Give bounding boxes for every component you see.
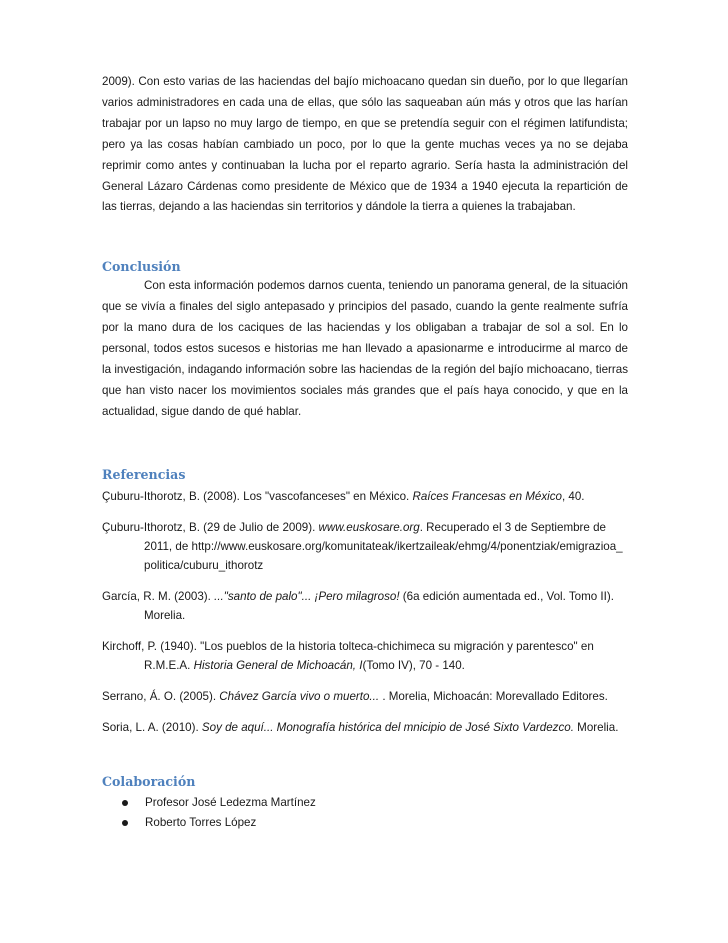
collaboration-heading: Colaboración	[102, 773, 196, 789]
reference-url[interactable]: http://www.euskosare.org/komunitateak/ikertzaileak/ehmg/4/ponentziak/emigrazioa_politica/cuburu_ithorotz	[144, 539, 623, 572]
conclusion-heading: Conclusión	[102, 259, 181, 275]
references-heading: Referencias	[102, 466, 186, 482]
reference-entry: Çuburu-Ithorotz, B. (2008). Los "vascofanceses" en México. Raíces Francesas en México, 40.	[102, 489, 585, 503]
reference-entry: Kirchoff, P. (1940). "Los pueblos de la historia tolteca-chichimeca su migración y parentesco" en R.M.E.A. Historia General de Michoacán, I(Tomo IV), 70 - 140.	[102, 639, 594, 672]
bullet-icon	[122, 800, 128, 806]
conclusion-paragraph: Con esta información podemos darnos cuenta, teniendo un panorama general, de la situación que se vivía a finales del siglo antepasado y principios del pasado, cuando la gente realmente sufría por la mano dura de los caciques de las haciendas y los obligaban a trabajar de sol a sol. En lo personal, todos estos sucesos e historias me han llevado a apasionarme e introducirme al marco de la investigación, indagando información sobre las haciendas de la región del bajío michoacano, tierras que han visto nacer los movimientos sociales más grandes que el país haya conocido, y que en la actualidad, sigue dando de qué hablar.	[102, 279, 628, 418]
reference-entry: Soria, L. A. (2010). Soy de aquí... Monografía histórica del mnicipio de José Sixto Vardezco. Morelia.	[102, 720, 619, 734]
references-list	[102, 487, 628, 737]
bullet-icon	[122, 820, 128, 826]
intro-paragraph: 2009). Con esto varias de las haciendas del bajío michoacano quedan sin dueño, por lo que llegarían varios administradores en cada una de ellas, que sólo las saqueaban aún más y otros que las harían trabajar por un lapso no muy largo de tiempo, en que se pretendía seguir con el régimen latifundista; pero ya las cosas habían cambiado un poco, por lo que la gente muchas veces ya no se dejaba reprimir como antes y continuaban la lucha por el reparto agrario. Sería hasta la administración del General Lázaro Cárdenas como presidente de México que de 1934 a 1940 ejecuta la repartición de las tierras, dejando a las haciendas sin territorios y dándole la tierra a quienes la trabajaban.	[102, 75, 628, 214]
reference-entry: Serrano, Á. O. (2005). Chávez García vivo o muerto... . Morelia, Michoacán: Morevallado Editores.	[102, 689, 608, 703]
reference-entry: Çuburu-Ithorotz, B. (29 de Julio de 2009). www.euskosare.org. Recuperado el 3 de Septiembre de 2011, de http://www.euskosare.org/komunitateak/ikertzaileak/ehmg/4/ponentziak/emigrazioa_politica/cuburu_ithorotz	[102, 520, 623, 572]
list-item: Profesor José Ledezma Martínez	[102, 793, 628, 813]
list-item: Roberto Torres López	[102, 813, 628, 833]
collaborators-list	[102, 793, 628, 833]
reference-entry: García, R. M. (2003). ..."santo de palo"... ¡Pero milagroso! (6a edición aumentada ed., Vol. Tomo II). Morelia.	[102, 589, 614, 622]
